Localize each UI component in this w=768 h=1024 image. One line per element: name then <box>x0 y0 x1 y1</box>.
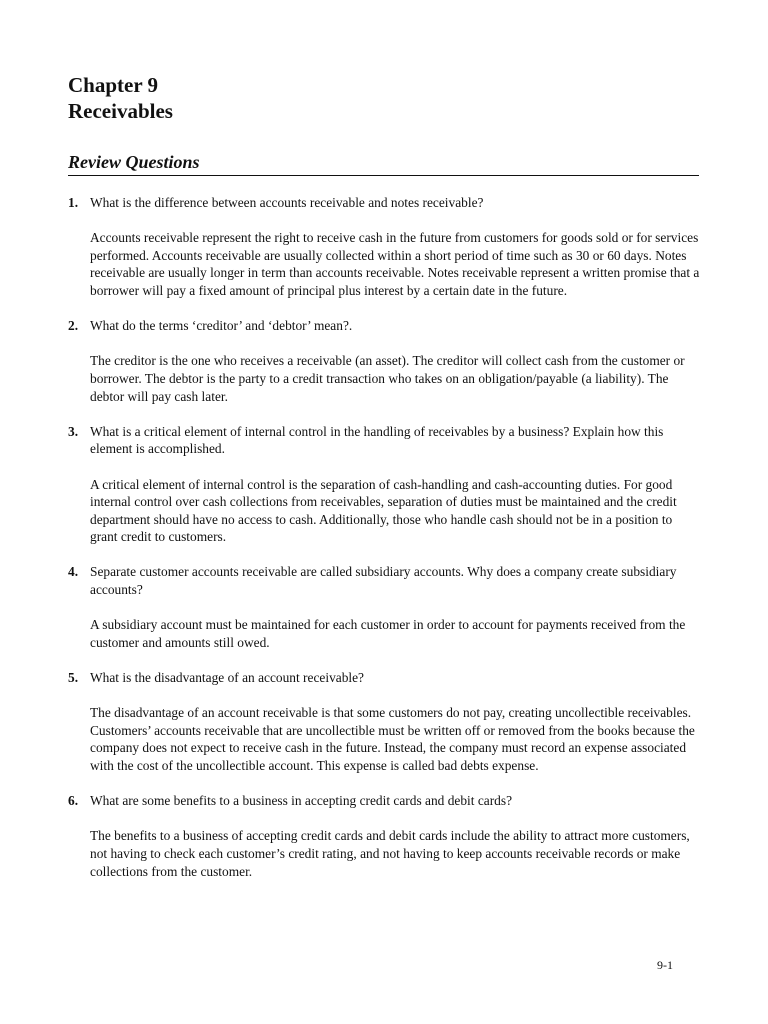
review-questions-list <box>68 194 700 898</box>
section-title: Review Questions <box>68 152 200 172</box>
chapter-number: Chapter 9 <box>68 73 159 97</box>
question-text: What do the terms ‘creditor’ and ‘debtor’ mean?. <box>90 318 353 334</box>
question-text: What are some benefits to a business in accepting credit cards and debit cards? <box>90 793 513 809</box>
question-item-6 <box>68 792 700 880</box>
question-number: 6. <box>68 793 79 809</box>
answer-text: Accounts receivable represent the right to receive cash in the future from customers for goods sold or for services performed. Accounts receivable are usually collected within a short period of time such as 30 or 60 days. Notes receivable are usually longer in term than accounts receivable. Notes receivable represent a written promise that a borrower will pay a fixed amount of principal plus interest by a certain date in the future. <box>90 230 700 298</box>
question-text: What is a critical element of internal control in the handling of receivables by a business? Explain how this element is accomplished. <box>90 423 664 457</box>
question-item-5 <box>68 669 700 775</box>
answer-text: The disadvantage of an account receivable is that some customers do not pay, creating uncollectible receivables. Customers’ accounts receivable that are uncollectible must be written off or removed from the books because the company does not expect to receive cash in the future. Instead, the company must record an expense associated with the cost of the uncollectible account. This expense is called bad debts expense. <box>90 705 695 773</box>
question-text: What is the difference between accounts receivable and notes receivable? <box>90 195 484 210</box>
question-number: 5. <box>68 670 79 686</box>
question-number: 3. <box>68 423 79 439</box>
question-text: What is the disadvantage of an account receivable? <box>90 670 365 686</box>
chapter-heading <box>68 72 173 124</box>
question-number: 1. <box>68 195 79 210</box>
question-number: 4. <box>68 564 79 580</box>
question-item-4 <box>68 563 700 651</box>
question-number: 2. <box>68 318 79 334</box>
answer-text: A critical element of internal control is the separation of cash-handling and cash-accounting duties. For good internal control over cash collections from receivables, separation of duties must be maintained and the credit department should have no access to cash. Additionally, those who handle cash should not be in a position to grant credit to customers. <box>90 476 677 545</box>
section-divider <box>68 175 699 176</box>
answer-text: The benefits to a business of accepting credit cards and debit cards include the ability to attract more customers, not having to check each customer’s credit rating, and not having to keep accounts receivable records or make collections from the customer. <box>90 828 690 879</box>
question-item-3 <box>68 423 700 546</box>
page-number: 9-1 <box>657 958 673 972</box>
answer-text: The creditor is the one who receives a receivable (an asset). The creditor will collect cash from the customer or borrower. The debtor is the party to a credit transaction who takes on an obligation/payable (a liability). The debtor will pay cash later. <box>90 353 685 404</box>
question-item-1 <box>68 194 700 300</box>
answer-text: A subsidiary account must be maintained for each customer in order to account for payments received from the customer and amounts still owed. <box>90 617 686 650</box>
question-text: Separate customer accounts receivable are called subsidiary accounts. Why does a company create subsidiary accounts? <box>90 564 677 598</box>
question-item-2 <box>68 317 700 405</box>
chapter-title: Receivables <box>68 99 173 123</box>
